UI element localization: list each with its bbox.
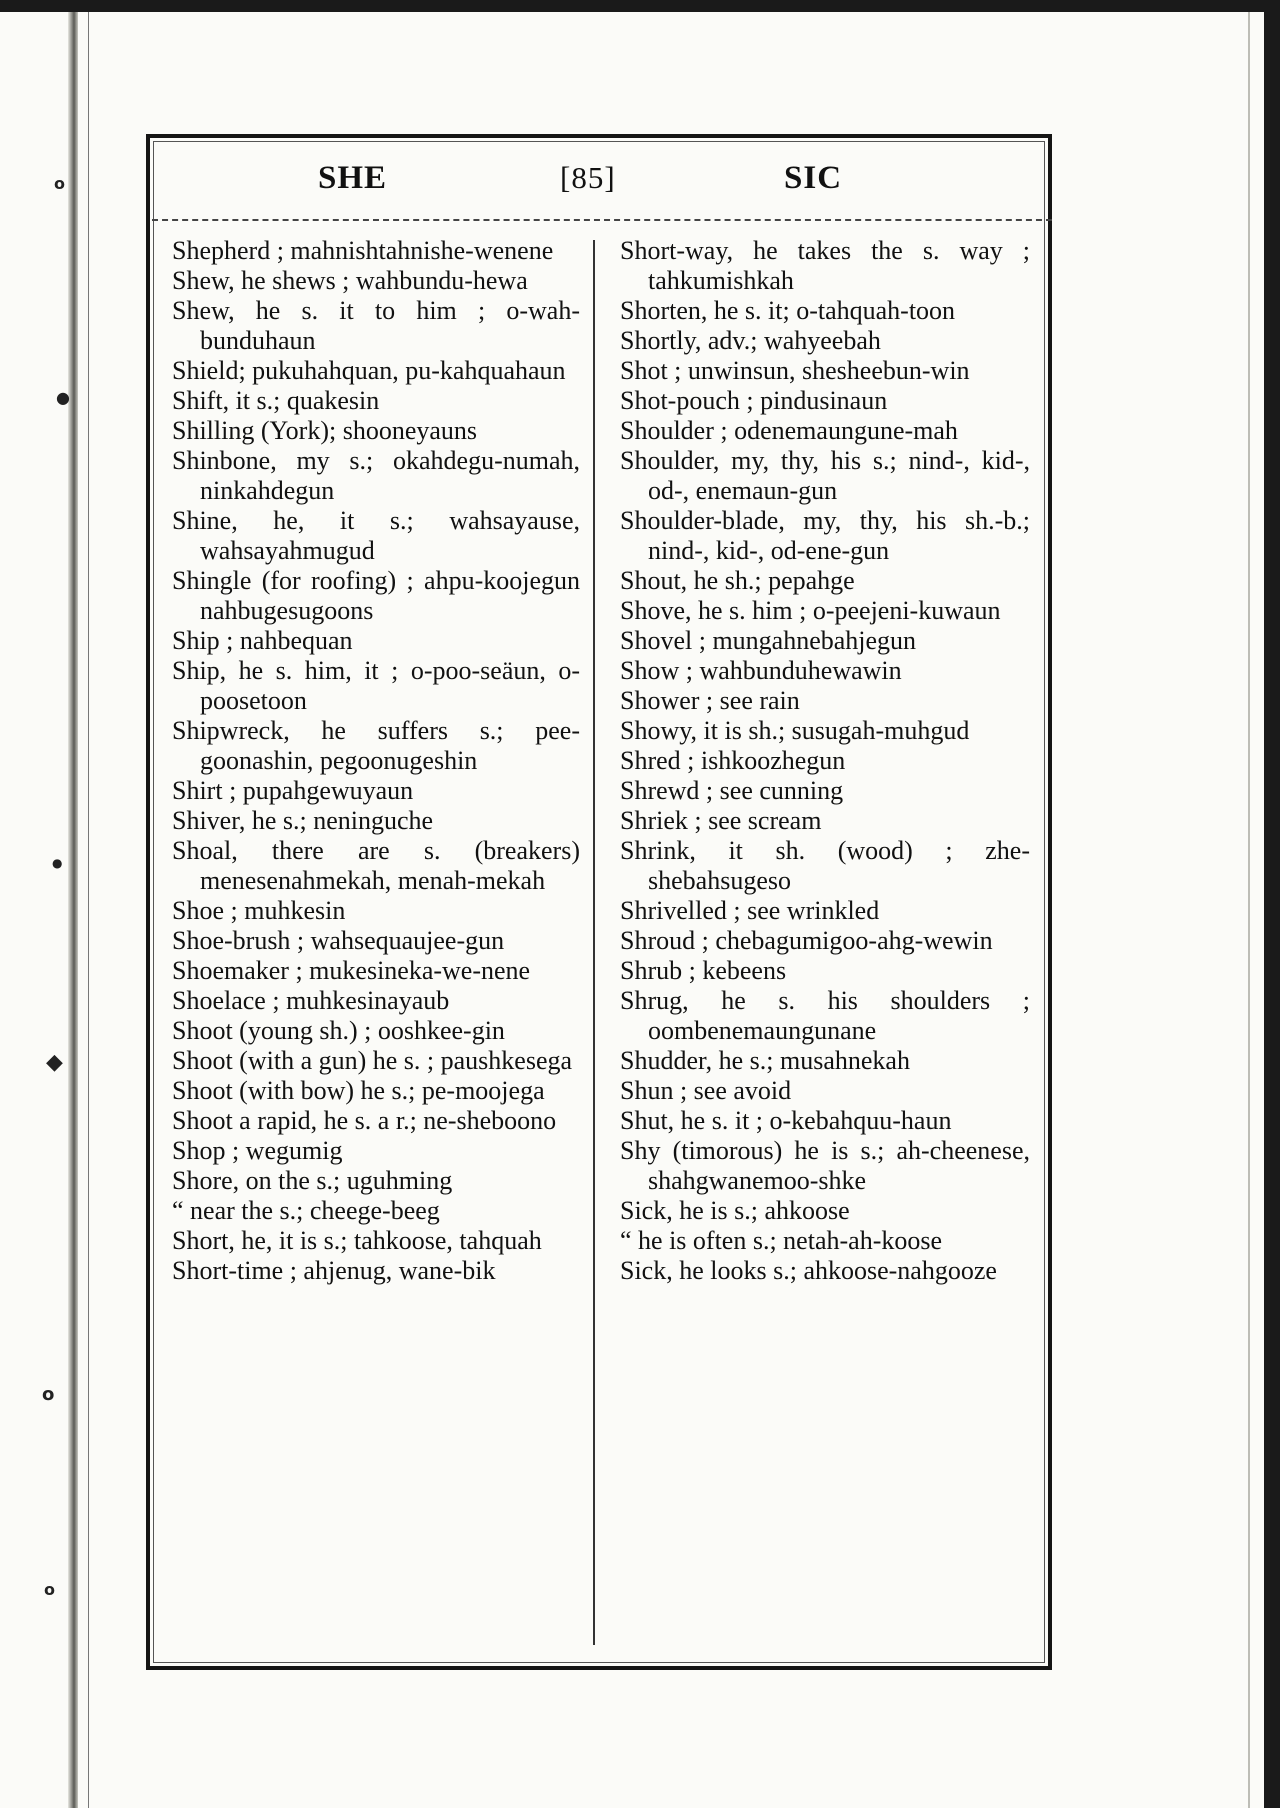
dictionary-entry: Shield; pukuhahquan, pu-kahquahaun: [172, 356, 566, 385]
dictionary-entry: Shirt ; pupahgewuyaun: [172, 776, 414, 805]
dictionary-entry: “ near the s.; cheege-beeg: [172, 1196, 440, 1225]
dictionary-entry: Shoe ; muhkesin: [172, 896, 346, 925]
scan-right-border: [1264, 0, 1280, 1808]
dictionary-entry: Shoe-brush ; wahsequaujee-gun: [172, 926, 505, 955]
dictionary-entry: Shew, he s. it to him ; o-wah-bunduhaun: [172, 296, 580, 355]
dictionary-entry: Shinbone, my s.; okahdegu-numah, ninkahdegun: [172, 446, 580, 505]
dictionary-entry: Shot-pouch ; pindusinaun: [620, 386, 888, 415]
dictionary-entry: Shoemaker ; mukesineka-we-nene: [172, 956, 531, 985]
binding-dot-mark: ◆: [46, 1050, 63, 1075]
dictionary-entry: Shipwreck, he suffers s.; pee-goonashin, pegoonugeshin: [172, 716, 580, 775]
dictionary-entry: Shepherd ; mahnishtahnishe-wenene: [172, 236, 554, 265]
left-guide-word: SHE: [318, 160, 388, 196]
binding-hole-mark: o: [44, 1580, 55, 1599]
dictionary-entry: Shore, on the s.; uguhming: [172, 1166, 453, 1195]
dictionary-entry: Shew, he shews ; wahbundu-hewa: [172, 266, 528, 295]
book-spine: [68, 12, 78, 1808]
dictionary-entry: Shoulder ; odenemaungune-mah: [620, 416, 958, 445]
dictionary-entry: Shudder, he s.; musahnekah: [620, 1046, 910, 1075]
dictionary-entry: Shrub ; kebeens: [620, 956, 787, 985]
dictionary-entry: Sick, he looks s.; ahkoose-nahgooze: [620, 1256, 997, 1285]
dictionary-entry: Shy (timorous) he is s.; ah-cheenese, shahgwanemoo-shke: [620, 1136, 1030, 1195]
dictionary-entry: Shout, he sh.; pepahge: [620, 566, 855, 595]
dictionary-entry: Shoot (young sh.) ; ooshkee-gin: [172, 1016, 505, 1045]
dictionary-entry: Short, he, it is s.; tahkoose, tahquah: [172, 1226, 542, 1255]
dictionary-entry: Shrink, it sh. (wood) ; zhe-shebahsugeso: [620, 836, 1030, 895]
dictionary-entry: Short-time ; ahjenug, wane-bik: [172, 1256, 496, 1285]
dictionary-entry: Shot ; unwinsun, shesheebun-win: [620, 356, 970, 385]
dictionary-entry: Shoal, there are s. (breakers) menesenahmekah, menah-mekah: [172, 836, 580, 895]
dictionary-entry: Shoulder, my, thy, his s.; nind-, kid-, od-, enemaun-gun: [620, 446, 1030, 505]
gutter-line: [88, 12, 89, 1808]
dictionary-entry: Shiver, he s.; neninguche: [172, 806, 434, 835]
dictionary-entry: Shop ; wegumig: [172, 1136, 343, 1165]
dictionary-entry: Shred ; ishkoozhegun: [620, 746, 846, 775]
dictionary-entry: Shingle (for roofing) ; ahpu-koojegun nahbugesugoons: [172, 566, 580, 625]
dictionary-entry: Shovel ; mungahnebahjegun: [620, 626, 917, 655]
binding-hole-mark: o: [42, 1384, 55, 1405]
dictionary-entry: Shine, he, it s.; wahsayause, wahsayahmugud: [172, 506, 580, 565]
dictionary-entry: Shrewd ; see cunning: [620, 776, 844, 805]
column-divider: [593, 240, 595, 1645]
right-guide-word: SIC: [784, 160, 843, 196]
dictionary-entry: Shift, it s.; quakesin: [172, 386, 380, 415]
dictionary-entry: Shower ; see rain: [620, 686, 800, 715]
dictionary-entry: Shilling (York); shooneyauns: [172, 416, 478, 445]
dictionary-entry: Shun ; see avoid: [620, 1076, 792, 1105]
dictionary-entry: Shroud ; chebagumigoo-ahg-wewin: [620, 926, 993, 955]
scan-top-border: [0, 0, 1280, 12]
dictionary-entry: “ he is often s.; netah-ah-koose: [620, 1226, 943, 1255]
dictionary-entry: Ship, he s. him, it ; o-poo-seäun, o-poosetoon: [172, 656, 580, 715]
dictionary-entry: Sick, he is s.; ahkoose: [620, 1196, 850, 1225]
page-edge: [1248, 12, 1250, 1808]
dictionary-entry: Ship ; nahbequan: [172, 626, 353, 655]
dictionary-entry: Shrug, he s. his shoulders ; oombenemaungunane: [620, 986, 1030, 1045]
dictionary-entry: Short-way, he takes the s. way ; tahkumishkah: [620, 236, 1030, 295]
dictionary-entry: Shoulder-blade, my, thy, his sh.-b.; nind-, kid-, od-ene-gun: [620, 506, 1030, 565]
dictionary-entry: Shoot (with a gun) he s. ; paushkesega: [172, 1046, 573, 1075]
header-rule: [152, 219, 1052, 221]
left-column: [172, 236, 580, 1286]
dictionary-entry: Shove, he s. him ; o-peejeni-kuwaun: [620, 596, 1001, 625]
binding-dot-mark: ●: [52, 856, 63, 870]
dictionary-entry: Showy, it is sh.; susugah-muhgud: [620, 716, 970, 745]
dictionary-entry: Shorten, he s. it; o-tahquah-toon: [620, 296, 956, 325]
dictionary-entry: Shoot a rapid, he s. a r.; ne-sheboono: [172, 1106, 557, 1135]
dictionary-entry: Shriek ; see scream: [620, 806, 822, 835]
page-number: [85]: [560, 160, 616, 195]
right-column: [620, 236, 1030, 1286]
dictionary-entry: Shoot (with bow) he s.; pe-moojega: [172, 1076, 545, 1105]
dictionary-entry: Shortly, adv.; wahyeebah: [620, 326, 881, 355]
binding-hole-mark: o: [54, 174, 65, 193]
dictionary-entry: Show ; wahbunduhewawin: [620, 656, 902, 685]
binding-dot-mark: ●: [56, 388, 70, 407]
dictionary-entry: Shrivelled ; see wrinkled: [620, 896, 880, 925]
dictionary-entry: Shut, he s. it ; o-kebahquu-haun: [620, 1106, 952, 1135]
dictionary-entry: Shoelace ; muhkesinayaub: [172, 986, 450, 1015]
